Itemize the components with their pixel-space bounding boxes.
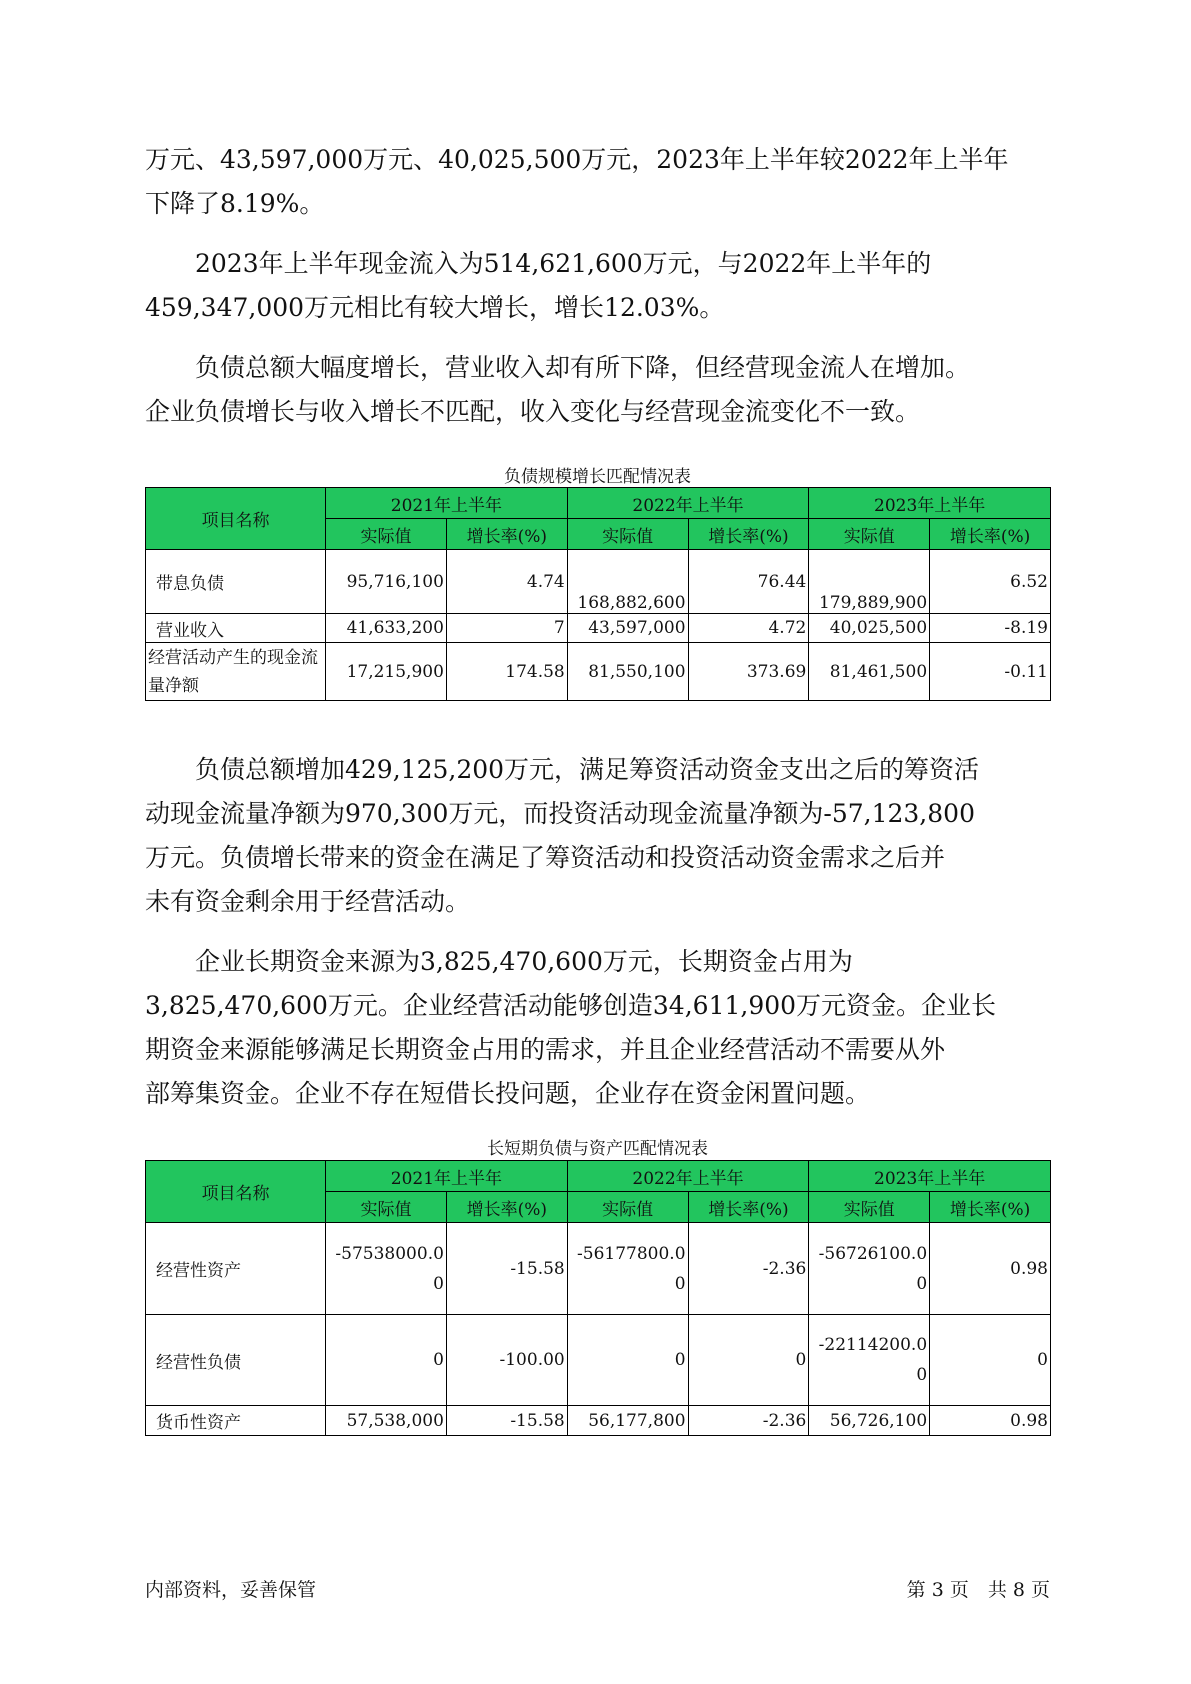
text-line: 459,347,000万元相比有较大增长，增长12.03%。 bbox=[145, 293, 725, 322]
header-actual: 实际值 bbox=[326, 1192, 447, 1223]
header-growth: 增长率(%) bbox=[446, 519, 567, 550]
cell-value: -15.58 bbox=[446, 1406, 567, 1436]
cell-value: 43,597,000 bbox=[567, 614, 688, 643]
table-row bbox=[146, 643, 1051, 701]
cell-value: 4.72 bbox=[688, 614, 809, 643]
cell-value: 0 bbox=[567, 1315, 688, 1406]
cell-value: 0.98 bbox=[930, 1223, 1051, 1315]
text-line: 企业长期资金来源为3,825,470,600万元，长期资金占用为 bbox=[145, 947, 853, 976]
header-actual: 实际值 bbox=[567, 1192, 688, 1223]
text-line: 负债总额大幅度增长，营业收入却有所下降，但经营现金流人在增加。 bbox=[145, 353, 971, 382]
header-growth: 增长率(%) bbox=[446, 1192, 567, 1223]
cell-value: 76.44 bbox=[688, 550, 809, 614]
cell-value: 81,461,500 bbox=[809, 643, 930, 701]
cell-value: 4.74 bbox=[446, 550, 567, 614]
paragraph bbox=[145, 940, 1050, 1116]
cell-value: -22114200.00 bbox=[809, 1315, 930, 1406]
text-line: 部筹集资金。企业不存在短借长投问题，企业存在资金闲置问题。 bbox=[145, 1079, 871, 1108]
row-name: 营业收入 bbox=[146, 614, 326, 643]
cell-value: 56,726,100 bbox=[809, 1406, 930, 1436]
cell-value: -2.36 bbox=[688, 1406, 809, 1436]
cell-value: 0 bbox=[326, 1315, 447, 1406]
cell-value: 41,633,200 bbox=[326, 614, 447, 643]
text-line: 负债总额增加429,125,200万元，满足筹资活动资金支出之后的筹资活 bbox=[145, 755, 980, 784]
text-line: 未有资金剩余用于经营活动。 bbox=[145, 887, 471, 916]
cell-value: 95,716,100 bbox=[326, 550, 447, 614]
header-row bbox=[146, 1161, 1051, 1192]
cell-value: 168,882,600 bbox=[567, 550, 688, 614]
text-line: 2023年上半年现金流入为514,621,600万元，与2022年上半年的 bbox=[145, 249, 932, 278]
cell-value: -15.58 bbox=[446, 1223, 567, 1315]
header-actual: 实际值 bbox=[809, 519, 930, 550]
text-line: 期资金来源能够满足长期资金占用的需求，并且企业经营活动不需要从外 bbox=[145, 1035, 946, 1064]
cell-value: -8.19 bbox=[930, 614, 1051, 643]
cell-value: -2.36 bbox=[688, 1223, 809, 1315]
cell-value: 81,550,100 bbox=[567, 643, 688, 701]
paragraph bbox=[145, 346, 1050, 434]
header-actual: 实际值 bbox=[567, 519, 688, 550]
table-caption: 负债规模增长匹配情况表 bbox=[504, 467, 691, 487]
cell-value: 7 bbox=[446, 614, 567, 643]
row-name: 经营性负债 bbox=[146, 1315, 326, 1406]
cell-value: 373.69 bbox=[688, 643, 809, 701]
header-growth: 增长率(%) bbox=[688, 1192, 809, 1223]
cell-value: -56726100.00 bbox=[809, 1223, 930, 1315]
header-growth: 增长率(%) bbox=[930, 519, 1051, 550]
header-actual: 实际值 bbox=[809, 1192, 930, 1223]
text-line: 万元。负债增长带来的资金在满足了筹资活动和投资活动资金需求之后并 bbox=[145, 843, 946, 872]
page-number: 第 3 页 共 8 页 bbox=[906, 1579, 1050, 1601]
header-period: 2023年上半年 bbox=[809, 1161, 1051, 1192]
cell-value: 40,025,500 bbox=[809, 614, 930, 643]
cell-value: -100.00 bbox=[446, 1315, 567, 1406]
cell-value: 0.98 bbox=[930, 1406, 1051, 1436]
text-line: 企业负债增长与收入增长不匹配，收入变化与经营现金流变化不一致。 bbox=[145, 397, 921, 426]
cell-value: -57538000.00 bbox=[326, 1223, 447, 1315]
table-row bbox=[146, 1406, 1051, 1436]
footer-confidential-note: 内部资料，妥善保管 bbox=[145, 1579, 317, 1601]
row-name: 带息负债 bbox=[146, 550, 326, 614]
cell-value: 179,889,900 bbox=[809, 550, 930, 614]
paragraph bbox=[145, 748, 1050, 924]
cell-value: 6.52 bbox=[930, 550, 1051, 614]
cell-value: 17,215,900 bbox=[326, 643, 447, 701]
text-line: 3,825,470,600万元。企业经营活动能够创造34,611,900万元资金。企业长 bbox=[145, 991, 997, 1020]
table-caption: 长短期负债与资产匹配情况表 bbox=[487, 1139, 708, 1159]
debt-scale-table bbox=[145, 487, 1051, 701]
cell-value: 0 bbox=[688, 1315, 809, 1406]
cell-value: 56,177,800 bbox=[567, 1406, 688, 1436]
row-name: 经营性资产 bbox=[146, 1223, 326, 1315]
debt-asset-match-table bbox=[145, 1160, 1051, 1436]
header-period: 2021年上半年 bbox=[326, 488, 568, 519]
paragraph bbox=[145, 242, 1050, 330]
header-row bbox=[146, 488, 1051, 519]
header-item-name: 项目名称 bbox=[146, 488, 326, 550]
table-row bbox=[146, 1223, 1051, 1315]
row-name: 货币性资产 bbox=[146, 1406, 326, 1436]
row-name: 经营活动产生的现金流量净额 bbox=[146, 643, 326, 701]
header-period: 2022年上半年 bbox=[567, 1161, 809, 1192]
cell-value: -0.11 bbox=[930, 643, 1051, 701]
table-row bbox=[146, 1315, 1051, 1406]
paragraph bbox=[145, 138, 1050, 226]
cell-value: 57,538,000 bbox=[326, 1406, 447, 1436]
text-line: 动现金流量净额为970,300万元，而投资活动现金流量净额为-57,123,800 bbox=[145, 799, 975, 828]
header-item-name: 项目名称 bbox=[146, 1161, 326, 1223]
cell-value: 0 bbox=[930, 1315, 1051, 1406]
table-row bbox=[146, 614, 1051, 643]
text-line: 万元、43,597,000万元、40,025,500万元，2023年上半年较2022年上半年 bbox=[145, 145, 1009, 174]
table-row bbox=[146, 550, 1051, 614]
header-growth: 增长率(%) bbox=[688, 519, 809, 550]
text-line: 下降了8.19%。 bbox=[145, 189, 325, 218]
header-period: 2021年上半年 bbox=[326, 1161, 568, 1192]
header-growth: 增长率(%) bbox=[930, 1192, 1051, 1223]
header-period: 2022年上半年 bbox=[567, 488, 809, 519]
header-period: 2023年上半年 bbox=[809, 488, 1051, 519]
header-actual: 实际值 bbox=[326, 519, 447, 550]
cell-value: -56177800.00 bbox=[567, 1223, 688, 1315]
cell-value: 174.58 bbox=[446, 643, 567, 701]
